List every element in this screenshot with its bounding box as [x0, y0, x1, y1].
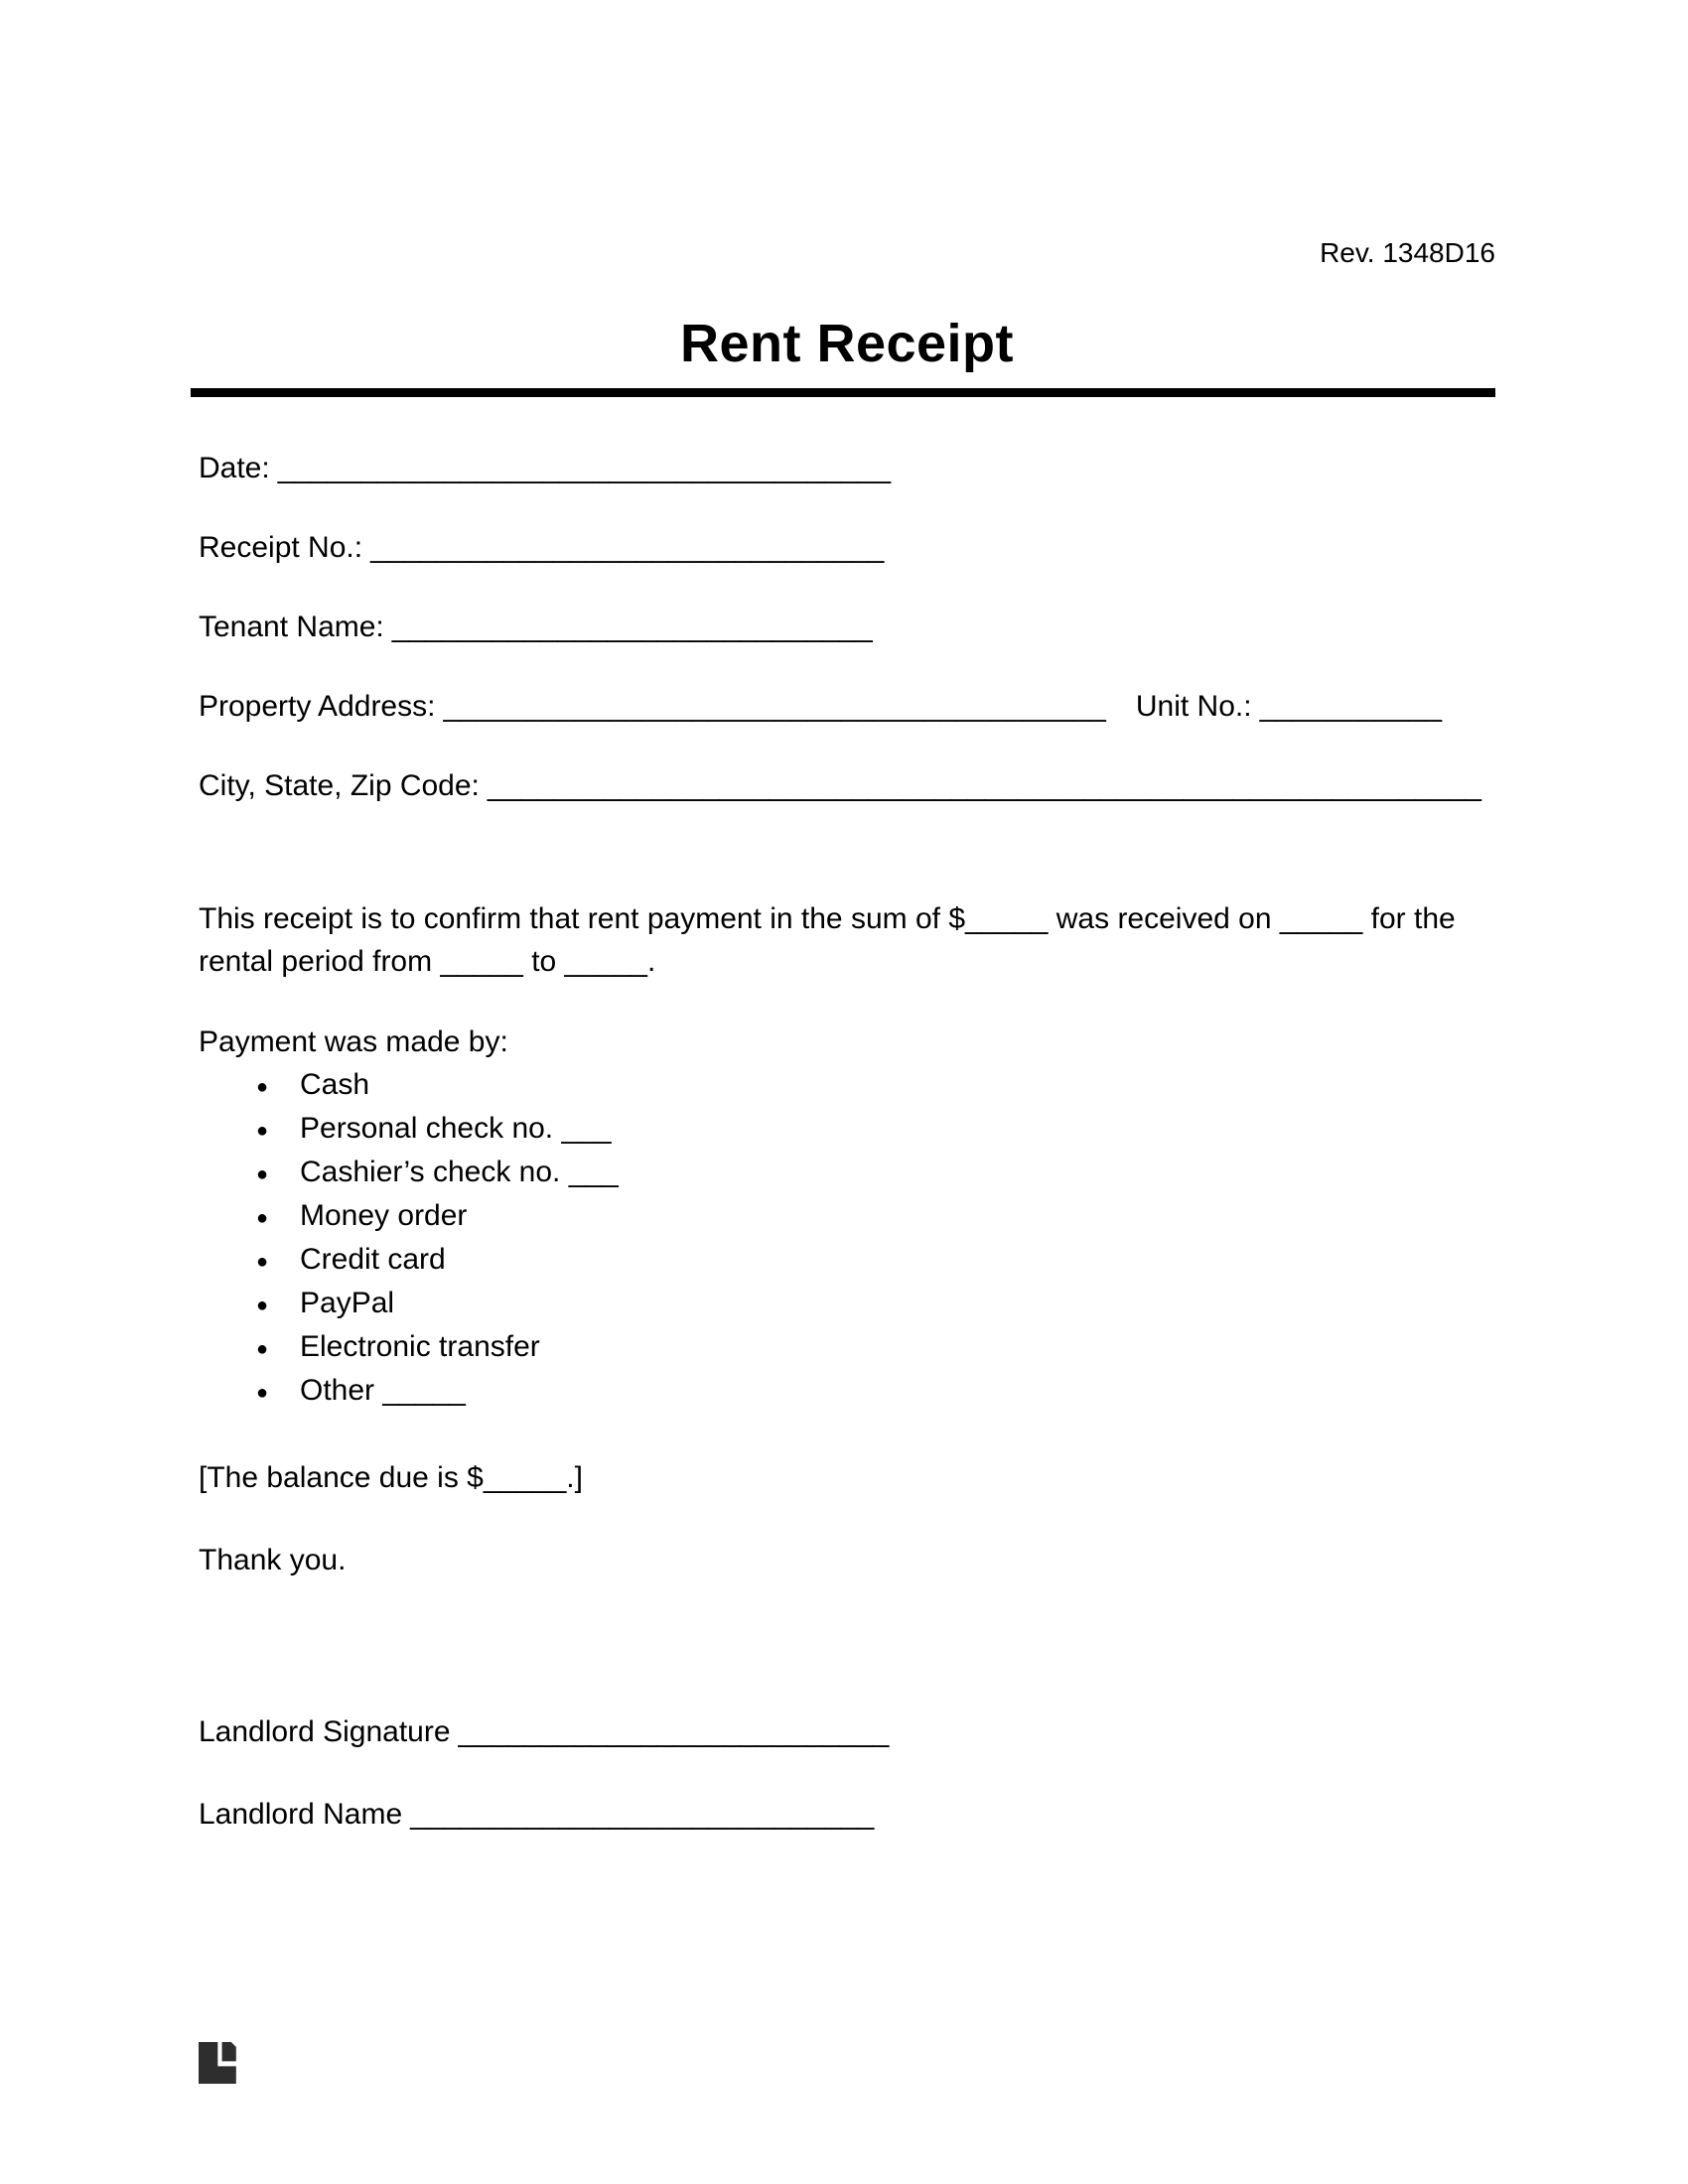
receipt-no-field-row [199, 531, 1495, 565]
payment-method-personal-check: Personal check no. ___ [300, 1112, 612, 1145]
bullet-icon: ● [256, 1120, 269, 1142]
property-address-field-row [199, 690, 1495, 724]
city-state-zip-blank-line: ____________________________________________________________ [487, 769, 1481, 802]
bullet-icon: ● [256, 1251, 269, 1273]
bullet-icon: ● [256, 1382, 269, 1404]
landlord-signature-blank-line: __________________________ [458, 1715, 890, 1748]
legal-templates-logo [199, 2042, 240, 2084]
unit-no-label: Unit No.: [1135, 690, 1252, 723]
list-item [199, 1283, 1495, 1326]
payment-method-heading: Payment was made by: [199, 1025, 508, 1058]
city-state-zip-label: City, State, Zip Code: [199, 769, 480, 802]
date-field-row [199, 452, 1495, 485]
landlord-signature-row [199, 1715, 1495, 1749]
payment-method-paypal: PayPal [300, 1287, 395, 1319]
date-label: Date: [199, 452, 270, 484]
bullet-icon: ● [256, 1076, 269, 1098]
list-item [199, 1326, 1495, 1370]
thank-you-text: Thank you. [199, 1544, 347, 1576]
list-item [199, 1108, 1495, 1152]
landlord-name-blank-line: ____________________________ [410, 1798, 875, 1831]
landlord-name-label: Landlord Name [199, 1798, 403, 1831]
logo-icon [199, 2042, 240, 2084]
revision-number: Rev. 1348D16 [1320, 237, 1495, 268]
unit-no-blank-line: ___________ [1259, 690, 1443, 723]
date-blank-line: _____________________________________ [277, 452, 892, 484]
list-item [199, 1064, 1495, 1108]
property-address-blank-line: ________________________________________ [443, 690, 1106, 723]
list-item [199, 1239, 1495, 1283]
confirmation-paragraph: This receipt is to confirm that rent payment in the sum of $_____ was received on _____ for the rental period from _____ to _____. [199, 902, 1456, 978]
list-item [199, 1195, 1495, 1239]
balance-due-note: [The balance due is $_____.] [199, 1461, 583, 1494]
bullet-icon: ● [256, 1338, 269, 1360]
bullet-icon: ● [256, 1207, 269, 1229]
payment-method-credit-card: Credit card [300, 1243, 446, 1276]
payment-method-electronic-transfer: Electronic transfer [300, 1330, 540, 1363]
payment-method-other: Other _____ [300, 1374, 466, 1407]
payment-method-cash: Cash [300, 1068, 370, 1101]
tenant-name-label: Tenant Name: [199, 611, 384, 643]
landlord-name-row [199, 1798, 1495, 1832]
title-divider [191, 388, 1495, 397]
receipt-no-label: Receipt No.: [199, 531, 363, 564]
property-address-label: Property Address: [199, 690, 436, 723]
payment-method-list [199, 1064, 1495, 1414]
bullet-icon: ● [256, 1295, 269, 1316]
tenant-name-field-row [199, 611, 1495, 644]
payment-method-cashiers-check: Cashier’s check no. ___ [300, 1156, 619, 1188]
landlord-signature-label: Landlord Signature [199, 1715, 451, 1748]
receipt-no-blank-line: _______________________________ [370, 531, 885, 564]
city-state-zip-field-row [199, 769, 1495, 803]
page-title: Rent Receipt [679, 314, 1015, 373]
list-item [199, 1152, 1495, 1195]
list-item [199, 1370, 1495, 1414]
tenant-name-blank-line: _____________________________ [391, 611, 873, 643]
bullet-icon: ● [256, 1163, 269, 1185]
payment-method-money-order: Money order [300, 1199, 468, 1232]
